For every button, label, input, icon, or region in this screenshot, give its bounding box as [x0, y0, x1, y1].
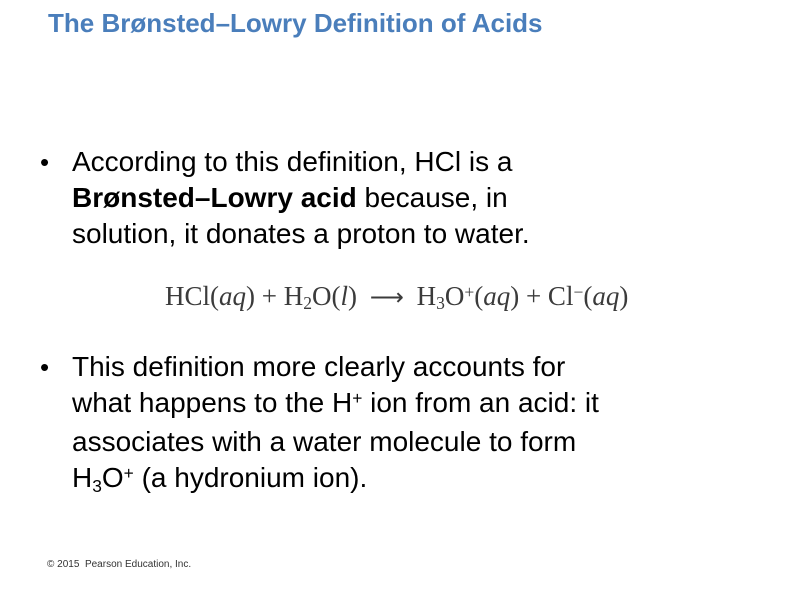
bullet-text-2: This definition more clearly accounts for what happens to the H+ ion from an acid: it associates with a water molecule to form H3O+ (a hydronium ion). — [72, 351, 599, 496]
bullet-text-1: According to this definition, HCl is a Brønsted–Lowry acid because, in solution, it donates a proton to water. — [72, 146, 530, 249]
bullet-icon: • — [40, 147, 50, 177]
bullet-item-1 — [40, 144, 530, 252]
footer-copyright: © 2015 Pearson Education, Inc. — [47, 559, 192, 570]
bullet-icon: • — [40, 352, 50, 382]
chemical-equation: HCl(aq) + H2O(l) ⟶ H3O+(aq) + Cl−(aq) — [165, 281, 629, 314]
page-title: The Brønsted–Lowry Definition of Acids — [48, 8, 543, 38]
bullet-item-2 — [40, 349, 599, 499]
